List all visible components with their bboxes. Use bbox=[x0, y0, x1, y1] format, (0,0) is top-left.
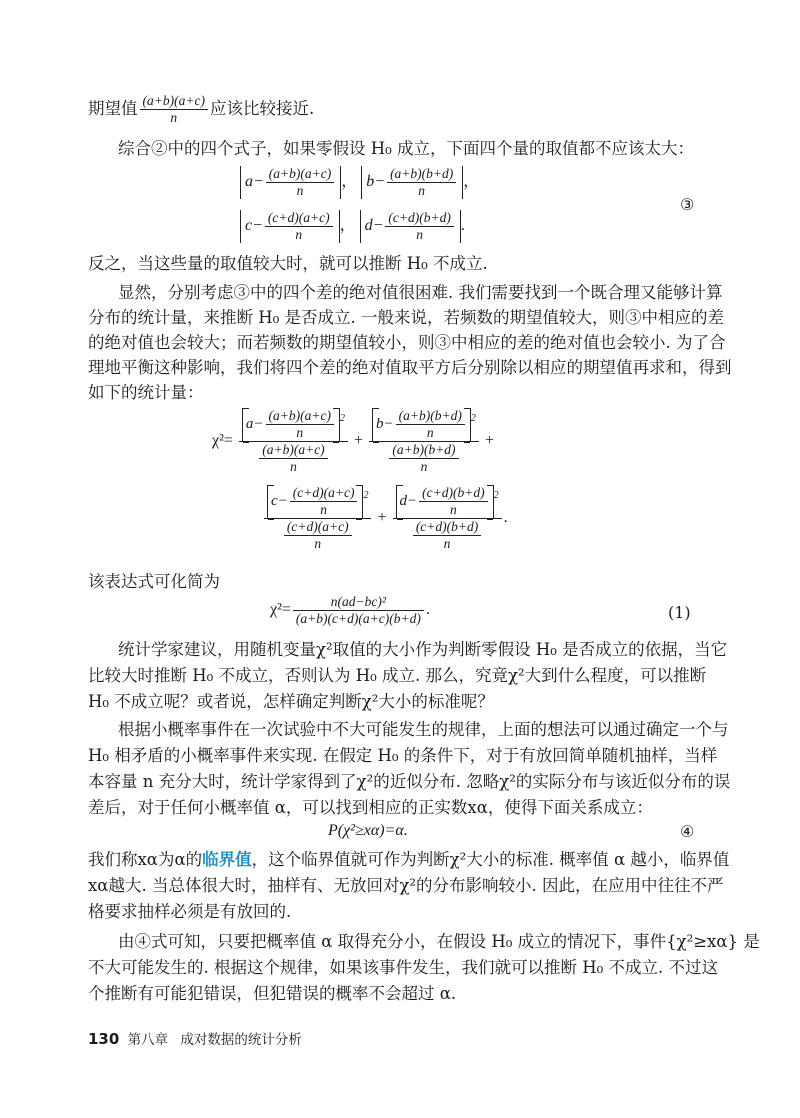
combine-paragraph: 综合②中的四个式子，如果零假设 H₀ 成立，下面四个量的取值都不应该太大： bbox=[118, 139, 694, 158]
obvious-line: 的绝对值也会较大；而若频数的期望值较小，则③中相应的差的绝对值也会较小. 为了合 bbox=[88, 333, 726, 352]
expectation-fraction bbox=[140, 93, 208, 126]
denominator: n bbox=[170, 110, 178, 125]
from-eq4-line: 不大可能发生的. 根据这个规律，如果该事件发生，我们就可以推断 H₀ 不成立. 不过这 bbox=[88, 958, 718, 977]
expectation-sentence bbox=[88, 93, 314, 126]
equation-1-label: (1) bbox=[668, 603, 691, 622]
obvious-line: 分布的统计量，来推断 H₀ 是否成立. 一般来说，若频数的期望值较大，则③中相应的差 bbox=[88, 308, 724, 327]
numerator: (a+b)(a+c) bbox=[140, 93, 208, 110]
page-footer bbox=[88, 1028, 302, 1048]
critical-value-line: 我们称xα为α的临界值，这个临界值就可作为判断χ²大小的标准. 概率值 α 越小，临界值 bbox=[88, 850, 730, 869]
critical-value-line: xα越大. 当总体很大时，抽样有、无放回对χ²的分布影响较小. 因此，在应用中往往不严 bbox=[88, 876, 724, 895]
text: 期望值 bbox=[88, 99, 138, 118]
critical-value-line: 格要求抽样必须是有放回的. bbox=[88, 902, 292, 921]
obvious-line: 显然，分别考虑③中的四个差的绝对值很困难. 我们需要找到一个既合理又能够计算 bbox=[118, 283, 723, 302]
equation-1: χ²= $\frac{\text{n(ad−bc)²}}{(a+b)(c+d)(a+c)(b+d)}$ . bbox=[270, 594, 430, 626]
from-eq4-line: 由④式可知，只要把概率值 α 取得充分小，在假设 H₀ 成立的情况下，事件{χ²≥xα} 是 bbox=[118, 932, 760, 951]
statistician-line: 统计学家建议，用随机变量χ²取值的大小作为判断零假设 H₀ 是否成立的依据，当它 bbox=[118, 640, 728, 659]
basis-line: 根据小概率事件在一次试验中不大可能发生的规律，上面的想法可以通过确定一个与 bbox=[118, 720, 729, 739]
basis-line: 差后，对于任何小概率值 α，可以找到相应的正实数xα，使得下面关系成立： bbox=[88, 798, 653, 817]
basis-line: 本容量 n 充分大时，统计学家得到了χ²的近似分布. 忽略χ²的实际分布与该近似分布的误 bbox=[88, 772, 731, 791]
chapter-title: 成对数据的统计分析 bbox=[180, 1032, 302, 1048]
page-number: 130 bbox=[88, 1030, 120, 1048]
basis-line: H₀ 相矛盾的小概率事件来实现. 在假定 H₀ 的条件下，对于有放回简单随机抽样，当样 bbox=[88, 746, 718, 765]
from-eq4-line: 个推断有可能犯错误，但犯错误的概率不会超过 α. bbox=[88, 984, 457, 1003]
reverse-paragraph: 反之，当这些量的取值较大时，就可以推断 H₀ 不成立. bbox=[88, 254, 488, 273]
equation-3-row1: a− $\frac{(a+b)(a+c)}{n}$ ， b− $\frac{(a+b)(b+d)}{n}$ ， bbox=[240, 166, 479, 199]
chapter-label: 第八章 bbox=[127, 1032, 169, 1048]
equation-4: P(χ²≥xα)=α. bbox=[328, 822, 408, 839]
statistician-line: 比较大时推断 H₀ 不成立，否则认为 H₀ 成立. 那么，究竟χ²大到什么程度，可以推断 bbox=[88, 666, 707, 685]
equation-4-label: ④ bbox=[680, 822, 695, 841]
obvious-line: 理地平衡这种影响，我们将四个差的绝对值取平方后分别除以相应的期望值再求和，得到 bbox=[88, 358, 732, 377]
obvious-line: 如下的统计量： bbox=[88, 383, 204, 402]
chi-square-equation-row2: c− $\frac{(c+d)(a+c)}{n}$ $^2$ $\frac{(c+d)(a+c)}{n}$ + d− $\frac{(c+d)(b+d)}{n}$ $^2$ $\frac{(c+d)(b+d)}{n}$ . bbox=[262, 485, 508, 552]
text: 应该比较接近. bbox=[209, 99, 315, 118]
simplify-paragraph: 该表达式可化简为 bbox=[88, 572, 220, 591]
statistician-line: H₀ 不成立呢？或者说，怎样确定判断χ²大小的标准呢？ bbox=[88, 692, 494, 711]
equation-3-row2: c− $\frac{(c+d)(a+c)}{n}$ ， d− $\frac{(c+d)(b+d)}{n}$ . bbox=[240, 210, 465, 243]
critical-value-term: 临界值 bbox=[202, 850, 252, 869]
chi-square-equation-row1: χ²= a− $\frac{(a+b)(a+c)}{n}$ $^2$ $\frac{(a+b)(a+c)}{n}$ + b− $\frac{(a+b)(b+d)}{n}$ $^2$ $\frac{(a+b)(b+d)}{n}$ + bbox=[212, 408, 494, 474]
equation-3-label: ③ bbox=[680, 195, 695, 214]
